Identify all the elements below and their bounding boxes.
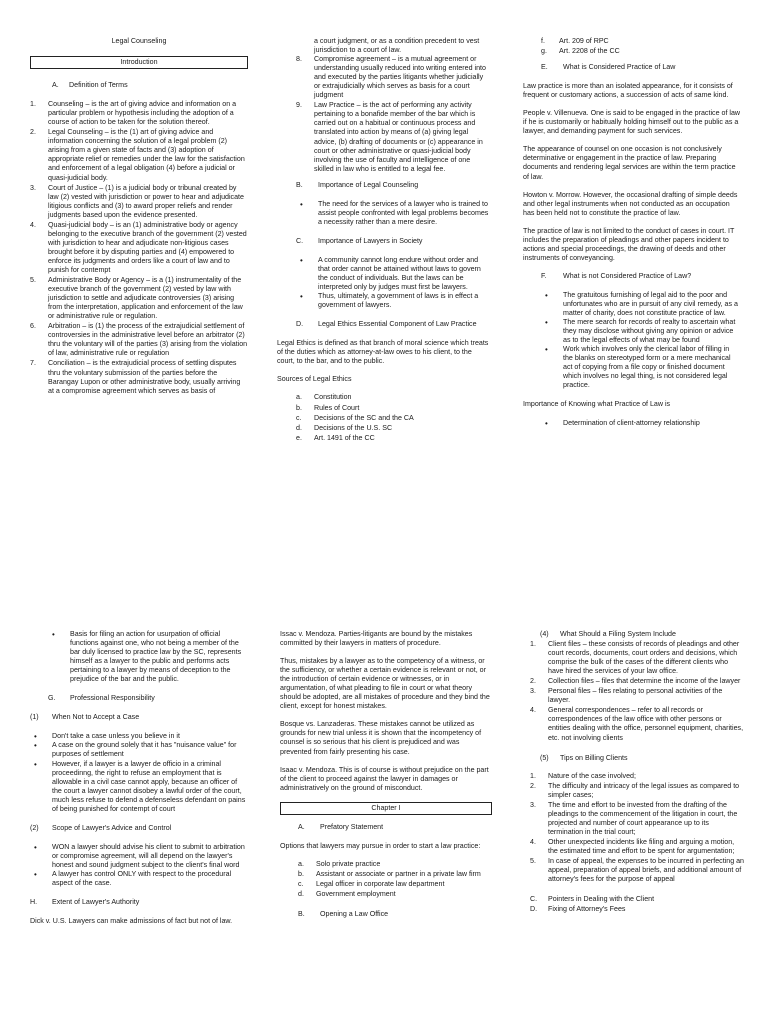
paragraph: Howton v. Morrow. However, the occasional drafting of simple deeds and other legal instruments when not conducted as an occupation has been held not to constitute the practice of law. — [523, 190, 738, 217]
bullet-item: • A lawyer has control ONLY with respect to the procedural aspect of the case. — [34, 869, 232, 888]
section-heading: F. What is not Considered Practice of Law? — [541, 271, 692, 280]
section-heading: C. Pointers in Dealing with the Client — [530, 895, 655, 904]
option-item: d. Government employment — [298, 889, 396, 898]
paragraph-heading: Sources of Legal Ethics — [277, 375, 352, 384]
definition-item: 1. Counseling – is the art of giving advice and information on a particular problem or hypothesis including the adoption of a course of action to be taken for the solution thereof. — [30, 100, 237, 127]
bullet-item: • However, if a lawyer is a lawyer de officio in a criminal proceedinng, the right to refuse an employment that is allowable in a civil case cannot apply, because an officer of the court a lawyer cannot disobey a lawful order of the court, much less refuse to defend a defenseless defendant on pains of being punished for contempt of court — [34, 759, 246, 813]
section-heading: C. Importance of Lawyers in Society — [296, 236, 423, 245]
bullet-icon: • — [545, 318, 548, 328]
bullet-list — [523, 291, 741, 391]
bullet-item: • Determination of client-attorney relationship — [545, 418, 700, 428]
section-heading: B. Opening a Law Office — [298, 910, 389, 919]
page2-column-3 — [530, 630, 744, 915]
page1-column-3 — [523, 37, 741, 428]
bullet-item: • The mere search for records of realty to ascertain what they may disclose without giving any opinion or advice as to the legal effects of what may be found — [545, 318, 736, 345]
document-title: Legal Counseling — [111, 37, 167, 45]
definition-item: 9. Law Practice – is the act of performing any activity pertaining to a bonafide member of the bar which is carried out on a habitual or continuous process and translated into action by means of (a) giving legal advice, (b) drafting of documents or (c) appearance in court or other administrative or quasi-judicial body involving the use of faculty and intelligence of one skilled in law who is entitled to a legal fee. — [296, 101, 483, 173]
bullet-icon: • — [52, 630, 55, 639]
bullet-list — [30, 843, 248, 888]
section-heading: D. Fixing of Attorney's Fees — [530, 905, 626, 914]
paragraph: Options that lawyers may pursue in order to start a law practice: — [280, 841, 481, 850]
subsection-heading: (4) What Should a Filing System Include — [540, 630, 676, 638]
section-list — [530, 895, 744, 914]
bullet-icon: • — [34, 842, 37, 852]
page-gap — [0, 603, 768, 625]
section-heading: A. Prefatory Statement — [298, 822, 384, 831]
definition-item: 3. Court of Justice – (1) is a judicial body or tribunal created by law (2) vested with jurisdiction or power to hear and adjudicate litigious conflicts and (3) to award proper reliefs and render judgments based upon the evidence presented. — [30, 183, 244, 219]
bullet-icon: • — [300, 292, 303, 302]
bullet-list — [277, 256, 491, 310]
bullet-item: • Basis for filing an action for usurpation of official functions against one, who not being a member of the bar duly licensed to practice law by the SC, represents himself as a lawyer to the public and performs acts pertaining to a lawyer by means of deception to the prejudice of the bar and the public. — [52, 630, 242, 684]
source-item: d. Decisions of the U.S. SC — [296, 423, 393, 432]
filing-item: 3. Personal files – files relating to personal activities of the lawyer. — [530, 687, 723, 705]
page1-column-2 — [277, 37, 491, 444]
billing-item: 4. Other unexpected incidents like filing and arguing a motion, the estimated time and effort to be spent for argumentation; — [530, 837, 735, 855]
source-item: f. Art. 209 of RPC — [541, 37, 609, 45]
option-item: a. Solo private practice — [298, 859, 381, 868]
bullet-icon: • — [300, 199, 303, 209]
bullet-icon: • — [545, 290, 548, 300]
paragraph: Thus, mistakes by a lawyer as to the competency of a witness, or the sufficiency, or whether a certain evidence is relevant or not, or the introduction of certain evidence or witnesses, or in argumentation, of what pleading to file in court or what theory should be adopted, are all mistakes of procedure and they bind the client, except for honest mistakes. — [280, 657, 490, 711]
bullet-icon: • — [34, 741, 37, 751]
bullet-item: • Thus, ultimately, a government of laws is in effect a government of lawyers. — [300, 292, 479, 310]
source-item: e. Art. 1491 of the CC — [296, 433, 375, 442]
subsection-heading: (5) Tips on Billing Clients — [540, 753, 628, 762]
paragraph: The appearance of counsel on one occasion is not conclusively determinative or engagement in the practice of law. Preparing documents and rendering legal services are within the term practice of law. — [523, 145, 736, 181]
section-heading: E. What is Considered Practice of Law — [541, 63, 676, 72]
bullet-item: • A case on the ground solely that it has "nuisance value" for purposes of settlement — [34, 741, 237, 759]
filing-item: 4. General correspondences – refer to all records or correspondences of the law office with other persons or entities dealing with the office, personnel equipment, charities, etc. not involving clients — [530, 706, 744, 742]
billing-item: 1. Nature of the case involved; — [530, 771, 636, 780]
paragraph: The practice of law is not limited to the conduct of cases in court. IT includes the preparation of pleadings and other papers incident to actions and special proceedings, the drawing of deeds and other instruments of conveyancing. — [523, 226, 735, 262]
section-heading: A. Definition of Terms — [52, 81, 128, 90]
section-heading: H. Extent of Lawyer's Authority — [30, 898, 140, 907]
definition-item: 7. Conciliation – is the extrajudicial process of settling disputes thru the voluntary submission of the parties before the Barangay Lupon or other administrative body, usually arriving at a compromise agreement which serves as basis of — [30, 359, 241, 395]
paragraph: Isaac v. Mendoza. This is of course is without prejudice on the part of the client to proceed against the lawyer in damages or administratively on the ground of misconduct. — [280, 765, 489, 792]
bullet-list — [523, 419, 741, 428]
source-item: g. Art. 2208 of the CC — [541, 47, 620, 56]
source-item: a. Constitution — [296, 393, 352, 402]
source-item: c. Decisions of the SC and the CA — [296, 413, 414, 422]
definition-item: 2. Legal Counseling – is the (1) art of giving advice and information concerning the solution of a legal problem (2) arising from a given state of facts and (3) adoption of appropriate relief or remedies under the law for the satisfaction and enforcement of a legal obligation (4) before a judicial or quasi-judicial body. — [30, 128, 245, 182]
section-header-introduction: Introduction — [30, 56, 248, 69]
section-heading: B. Importance of Legal Counseling — [296, 180, 419, 189]
definition-item: 8. Compromise agreement – is a mutual agreement or understanding usually reduced into writing entered into and executed by the parties litigants whether judicially or extrajudicially which serves as basis for a court judgment — [296, 55, 486, 100]
bullet-icon: • — [34, 869, 37, 879]
bullet-item: • Don't take a case unless you believe in it — [34, 732, 180, 742]
definition-list — [30, 100, 248, 396]
paragraph: Legal Ethics is defined as that branch of moral science which treats of the duties which as attorney-at-law owes to his client, to the court, to the bar, and to the public. — [277, 339, 489, 366]
section-heading: D. Legal Ethics Essential Component of Law Practice — [296, 320, 477, 329]
paragraph: Bosque vs. Lanzaderas. These mistakes cannot be utilized as grounds for new trial unless it is shown that the incompetency of counsel is so serious that his client is prejudiced and was prevented from fairly presenting his case. — [280, 720, 482, 756]
bullet-icon: • — [545, 345, 548, 355]
definition-item: 4. Quasi-judicial body – is an (1) administrative body or agency belonging to the executive branch of the government (2) vested with jurisdiction to hear and adjudicate non-litigious cases brought before it by disputing parties and (4) empowered to enforce its judgments and orders like a court of law and to punish for contempt — [30, 220, 247, 274]
section-header-chapter: Chapter I — [280, 802, 492, 815]
billing-list — [530, 772, 744, 885]
sources-list-continued — [523, 37, 741, 56]
filing-item: 1. Client files – these consists of records of pleadings and other court records, documents, court orders and decisions, which comprise the bulk of the cases of the different clients who have hired the services of your law office. — [530, 640, 740, 676]
bullet-list — [30, 630, 248, 684]
bullet-item: • A community cannot long endure without order and that order cannot be attained without laws to govern the conduct of individuals. But the laws can be interpreted only by judges must first be lawyers. — [300, 255, 481, 292]
definition-item: 6. Arbitration – is (1) the process of the extrajudicial settlement of controversies in the administrative level before an arbitrator (2) thru the voluntary will of the parties (3) arising from the violation of law, administrative rule or regulation — [30, 322, 248, 358]
billing-item: 2. The difficulty and intricacy of the legal issues as compared to simpler cases; — [530, 781, 740, 799]
bullet-item: • Work which involves only the clerical labor of filling in the blanks on stereotyped form or a mere mechanical act of copying from a file copy or finished document which involves no legal thing, is not considered legal practice. — [545, 345, 731, 390]
billing-item: 5. In case of appeal, the expenses to be incurred in perfecting an appeal, preparation of appeal briefs, and additional amount of attorney's fees for the purpose of appeal — [530, 857, 744, 884]
source-item: b. Rules of Court — [296, 403, 360, 412]
definition-item: 5. Administrative Body or Agency – is a (1) instrumentality of the executive branch of the government (2) vested by law with jurisdiction to settle and adjudicate controversies (3) arising from the interpretation, application and enforcement of the law or administrative rule or regulation. — [30, 276, 243, 321]
continued-text: a court judgment, or as a condition precedent to vest jurisdiction to a court of law. — [314, 37, 480, 55]
bullet-icon: • — [34, 759, 37, 769]
filing-item: 2. Collection files – files that determine the income of the lawyer — [530, 677, 741, 686]
bullet-item: • The need for the services of a lawyer who is trained to assist people confronted with legal problems becomes a necessity rather than a mere desire. — [300, 199, 489, 226]
page1-column-1 — [30, 37, 248, 397]
paragraph: Issac v. Mendoza. Parties-litigants are bound by the mistakes committed by their lawyers in matters of procedure. — [280, 630, 473, 648]
bullet-item: • WON a lawyer should advise his client to submit to arbitration or compromise agreement, will all depend on the lawyer's honest and sound judgment subject to the client's final word — [34, 842, 245, 869]
subsection-heading: (2) Scope of Lawyer's Advice and Control — [30, 823, 172, 832]
paragraph: Law practice is more than an isolated appearance, for it consists of frequent or customary actions, a succession of acts of same kind. — [523, 82, 733, 100]
page2-column-2 — [280, 630, 492, 929]
billing-item: 3. The time and effort to be invested from the drafting of the pleadings to the commencement of the litigation in court, the projected and number of court appearance up to its termination in the trial court; — [530, 800, 738, 836]
bullet-list — [277, 200, 491, 227]
options-list — [280, 860, 492, 899]
section-heading: G. Professional Responsibility — [48, 694, 155, 703]
paragraph: Dick v. U.S. Lawyers can make admissions of fact but not of law. — [30, 917, 233, 926]
bullet-icon: • — [545, 418, 548, 428]
subsection-heading: (1) When Not to Accept a Case — [30, 713, 140, 722]
definition-list — [277, 55, 491, 174]
bullet-list — [30, 732, 248, 813]
bullet-icon: • — [300, 255, 303, 265]
paragraph-heading: Importance of Knowing what Practice of Law is — [523, 400, 671, 409]
paragraph: People v. Villenueva. One is said to be engaged in the practice of law if he is customarily or habitually holding himself out to the public as a lawyer, and demanding payment for such services. — [523, 109, 741, 136]
option-item: b. Assistant or associate or partner in a private law firm — [298, 869, 481, 878]
bullet-icon: • — [34, 732, 37, 742]
filing-list — [530, 640, 744, 743]
sources-list — [277, 393, 491, 442]
page2-column-1 — [30, 630, 248, 926]
option-item: c. Legal officer in corporate law department — [298, 879, 445, 888]
bullet-item: • The gratuitous furnishing of legal aid to the poor and unfortunates who are in pursuit of any civil remedy, as a matter of charity, does not constitute practice of law. — [545, 290, 738, 318]
